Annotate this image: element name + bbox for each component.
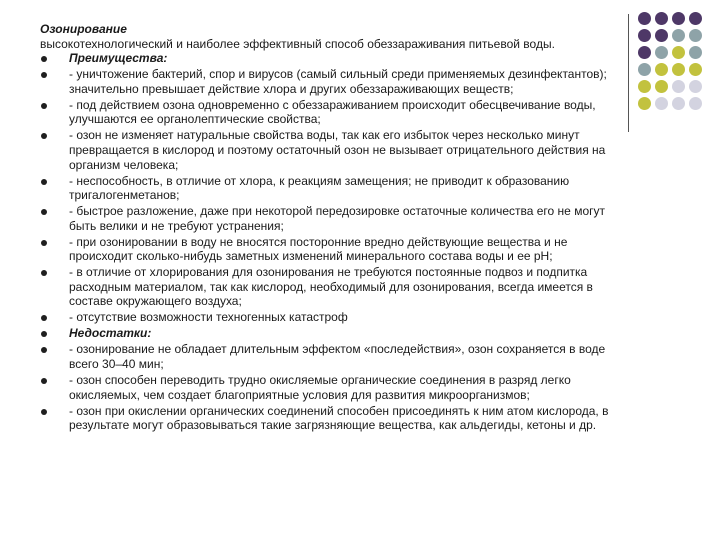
list-item	[40, 128, 625, 172]
decor-dot-icon	[638, 29, 651, 42]
list-item-text: Недостатки:	[69, 326, 152, 341]
decor-dot-icon	[655, 80, 668, 93]
decor-dot-icon	[672, 80, 685, 93]
list-item	[40, 98, 625, 127]
bullet-dot-icon	[41, 209, 47, 215]
bullet-dot-icon	[41, 72, 47, 78]
list-item-text: - быстрое разложение, даже при некоторой передозировке остаточные количества его не могут быть велики и не требуют устранения;	[69, 204, 605, 233]
list-item	[40, 235, 625, 264]
list-item	[40, 404, 625, 433]
vertical-divider	[628, 14, 629, 132]
decor-dot-icon	[655, 97, 668, 110]
decor-dot-icon	[655, 63, 668, 76]
decor-dot-icon	[689, 63, 702, 76]
decor-dot-icon	[689, 80, 702, 93]
bullet-dot-icon	[41, 179, 47, 185]
bullet-dot-icon	[41, 409, 47, 415]
list-item	[40, 265, 625, 309]
list-item	[40, 310, 625, 325]
decor-dot-icon	[655, 12, 668, 25]
decor-dot-icon	[689, 12, 702, 25]
bullet-dot-icon	[41, 270, 47, 276]
bullet-dot-icon	[41, 133, 47, 139]
bullet-list	[40, 51, 625, 433]
bullet-dot-icon	[41, 347, 47, 353]
list-item-text: - под действием озона одновременно с обеззараживанием происходит обесцвечивание воды, улучшаются ее органолептические свойства;	[69, 97, 596, 127]
list-item-text: - озон не изменяет натуральные свойства воды, так как его избыток через несколько минут превращается в кислород и поэтому остаточный озон не вызывает отрицательного действия на организм человека;	[69, 128, 606, 172]
decor-dot-icon	[689, 29, 702, 42]
decor-dot-icon	[655, 46, 668, 59]
decor-dot-icon	[672, 97, 685, 110]
decor-dot-icon	[638, 46, 651, 59]
decor-dot-icon	[672, 12, 685, 25]
bullet-dot-icon	[41, 56, 47, 62]
slide-title: Озонирование	[40, 22, 127, 36]
decor-dot-icon	[638, 97, 651, 110]
list-item-text: - при озонировании в воду не вносятся посторонние вредно действующие вещества и не происходит сколько-нибудь заметных изменений минерального состава воды и ее pH;	[69, 234, 568, 264]
list-item-text: - в отличие от хлорирования для озонирования не требуются постоянные подвоз и подпитка расходным материалом, так как кислород, необходимый для озонирования, всегда имеется в составе окружающего воздуха;	[69, 265, 593, 309]
slide-intro: высокотехнологический и наиболее эффективный способ обеззараживания питьевой воды.	[40, 36, 555, 51]
list-item-text: - неспособность, в отличие от хлора, к реакциям замещения; не приводит к образованию тригалогенметанов;	[69, 173, 570, 203]
bullet-dot-icon	[41, 103, 47, 109]
section-heading	[40, 51, 625, 66]
list-item-text: - озон способен переводить трудно окисляемые органические соединения в разряд легко окисляемых, чем создает благоприятные условия для развития микроорганизмов;	[69, 372, 571, 402]
decor-dot-icon	[672, 63, 685, 76]
decor-dot-icon	[655, 29, 668, 42]
decor-dot-icon	[689, 97, 702, 110]
list-item	[40, 174, 625, 203]
decor-dot-icon	[638, 80, 651, 93]
decor-dot-icon	[672, 46, 685, 59]
list-item	[40, 342, 625, 371]
list-item	[40, 204, 625, 233]
list-item-text: - озон при окислении органических соединений способен присоединять к ним атом кислорода, в результате могут образовываться такие загрязняющие вещества, как альдегиды, кетоны и др.	[69, 403, 609, 433]
list-item	[40, 373, 625, 402]
list-item-text: - уничтожение бактерий, спор и вирусов (самый сильный среди применяемых дезинфектантов); значительно превышает действие хлора и других обеззараживающих веществ;	[69, 67, 607, 96]
decor-dot-icon	[672, 29, 685, 42]
decor-dot-icon	[638, 12, 651, 25]
list-item-text: Преимущества:	[69, 51, 168, 66]
decor-dot-icon	[638, 63, 651, 76]
list-item-text: - отсутствие возможности техногенных катастроф	[69, 310, 348, 325]
bullet-dot-icon	[41, 240, 47, 246]
list-item	[40, 67, 625, 96]
bullet-dot-icon	[41, 315, 47, 321]
slide-content	[40, 22, 625, 434]
bullet-dot-icon	[41, 378, 47, 384]
list-item-text: - озонирование не обладает длительным эффектом «последействия», озон сохраняется в воде всего 30–40 мин;	[69, 342, 606, 371]
decor-dot-icon	[689, 46, 702, 59]
section-heading	[40, 326, 625, 341]
bullet-dot-icon	[41, 331, 47, 337]
